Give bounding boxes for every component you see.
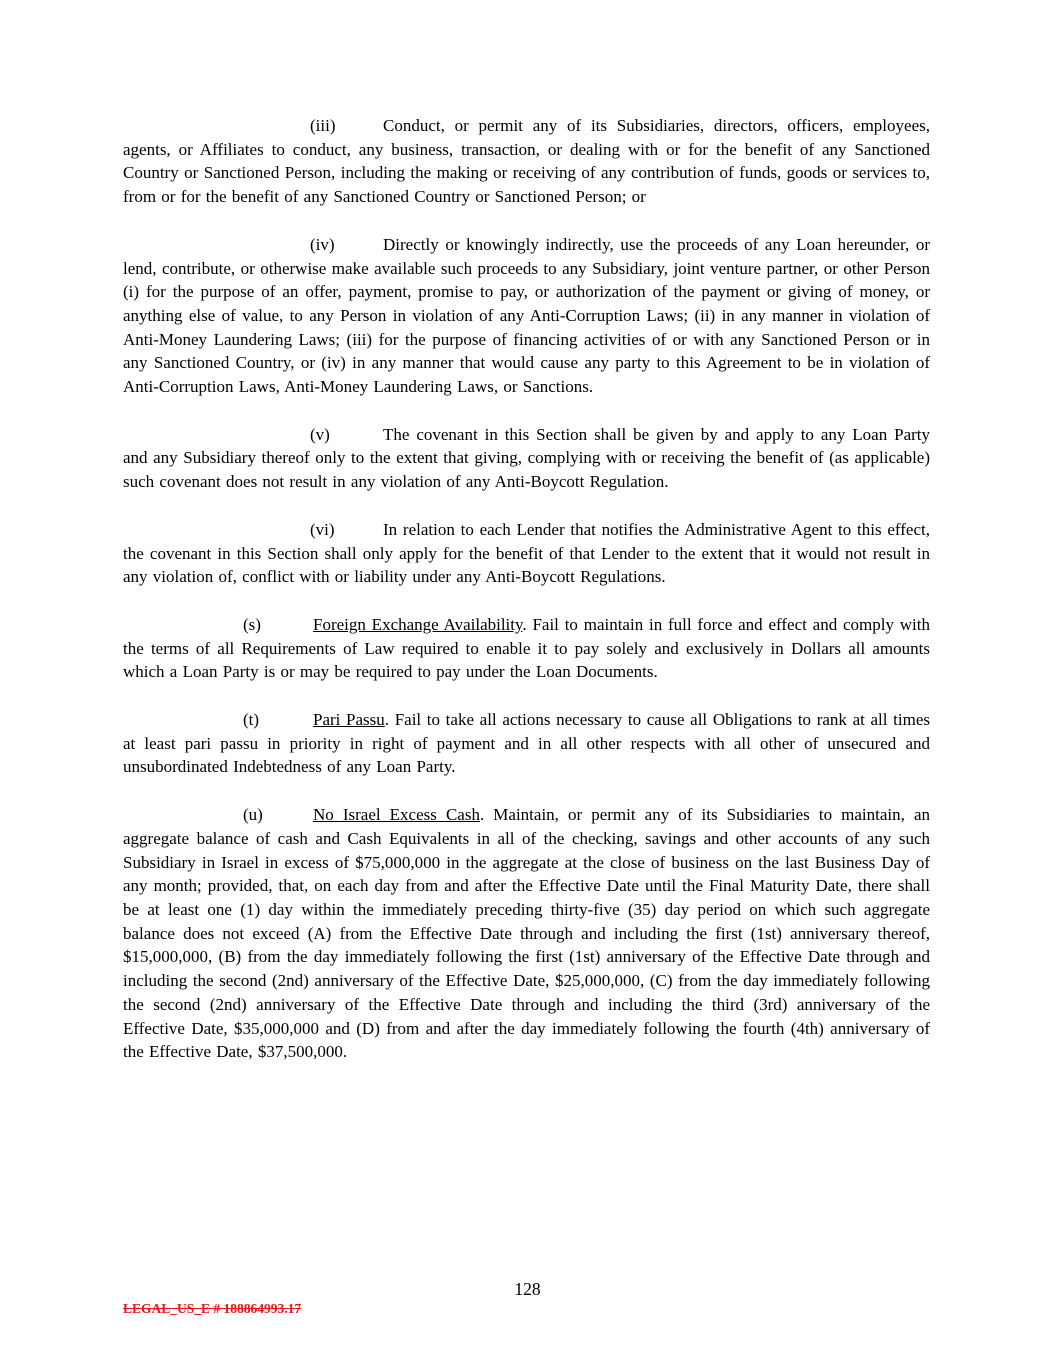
- paragraph: [123, 233, 930, 399]
- paragraph-text: . Fail to maintain in full force and effect and comply with the terms of all Requirements of Law required to enable it to pay solely and exclusively in Dollars all amounts which a Loan Party is or may be required to pay under the Loan Documents.: [123, 614, 930, 682]
- paragraph-text: . Maintain, or permit any of its Subsidiaries to maintain, an aggregate balance of cash and Cash Equivalents in all of the checking, savings and other accounts of any such Subsidiary in Israel in excess of $75,000,000 in the aggregate at the close of business on the last Business Day of any month; provided, that, on each day from and after the Effective Date until the Final Maturity Date, there shall be at least one (1) day within the immediately preceding thirty-five (35) day period on which such aggregate balance does not exceed (A) from the Effective Date through and including the first (1st) anniversary thereof, $15,000,000, (B) from the day immediately following the first (1st) anniversary of the Effective Date through and including the second (2nd) anniversary of the Effective Date, $25,000,000, (C) from the day immediately following the second (2nd) anniversary of the Effective Date through and including the third (3rd) anniversary of the Effective Date, $35,000,000 and (D) from and after the day immediately following the fourth (4th) anniversary of the Effective Date, $37,500,000.: [123, 805, 930, 1062]
- paragraph-text: Directly or knowingly indirectly, use the proceeds of any Loan hereunder, or lend, contribute, or otherwise make available such proceeds to any Subsidiary, joint venture partner, or other Person (i) for the purpose of an offer, payment, promise to pay, or authorization of the payment or giving of money, or anything else of value, to any Person in violation of any Anti-Corruption Laws; (ii) in any manner in violation of Anti-Money Laundering Laws; (iii) for the purpose of financing activities of or with any Sanctioned Person or in any Sanctioned Country, or (iv) in any manner that would cause any party to this Agreement to be in violation of Anti-Corruption Laws, Anti-Money Laundering Laws, or Sanctions.: [123, 234, 930, 397]
- paragraph-label: (vi): [310, 519, 335, 539]
- paragraph-heading-foreign-exchange-availability: Foreign Exchange Availability: [313, 614, 523, 634]
- paragraph-label: (iii): [310, 116, 336, 135]
- paragraph: [123, 114, 930, 209]
- paragraph: [123, 803, 930, 1064]
- paragraph-label: (t): [243, 710, 260, 730]
- paragraph-label: (iv): [310, 234, 335, 254]
- paragraph-heading-no-israel-excess-cash: No Israel Excess Cash: [313, 805, 480, 825]
- paragraph-heading-pari-passu: Pari Passu: [313, 710, 385, 730]
- paragraph-label: (u): [243, 805, 263, 825]
- document-id-stamp: LEGAL_US_E # 188864993.17: [123, 1301, 302, 1316]
- paragraph-text: . Fail to take all actions necessary to cause all Obligations to rank at all times at least pari passu in priority in right of payment and in all other respects with all other of unsecured and unsubordinated Indebtedness of any Loan Party.: [123, 710, 930, 777]
- paragraph: [123, 708, 930, 779]
- paragraph: [123, 518, 930, 589]
- paragraph-text: The covenant in this Section shall be given by and apply to any Loan Party and any Subsidiary thereof only to the extent that giving, complying with or receiving the benefit of (as applicable) such covenant does not result in any violation of any Anti-Boycott Regulation.: [123, 424, 930, 492]
- paragraph-text: Conduct, or permit any of its Subsidiaries, directors, officers, employees, agents, or Affiliates to conduct, any business, transaction, or dealing with or for the benefit of any Sanctioned Country or Sanctioned Person, including the making or receiving of any contribution of funds, goods or services to, from or for the benefit of any Sanctioned Country or Sanctioned Person; or: [123, 116, 930, 207]
- paragraph-text: In relation to each Lender that notifies the Administrative Agent to this effect, the covenant in this Section shall only apply for the benefit of that Lender to the extent that it would not result in any violation of, conflict with or liability under any Anti-Boycott Regulations.: [123, 519, 930, 587]
- paragraph: [123, 423, 930, 494]
- paragraph-label: (v): [310, 424, 330, 444]
- document-body: [123, 114, 930, 1088]
- paragraph: [123, 613, 930, 684]
- page-number: 128: [514, 1279, 541, 1299]
- paragraph-label: (s): [243, 614, 261, 634]
